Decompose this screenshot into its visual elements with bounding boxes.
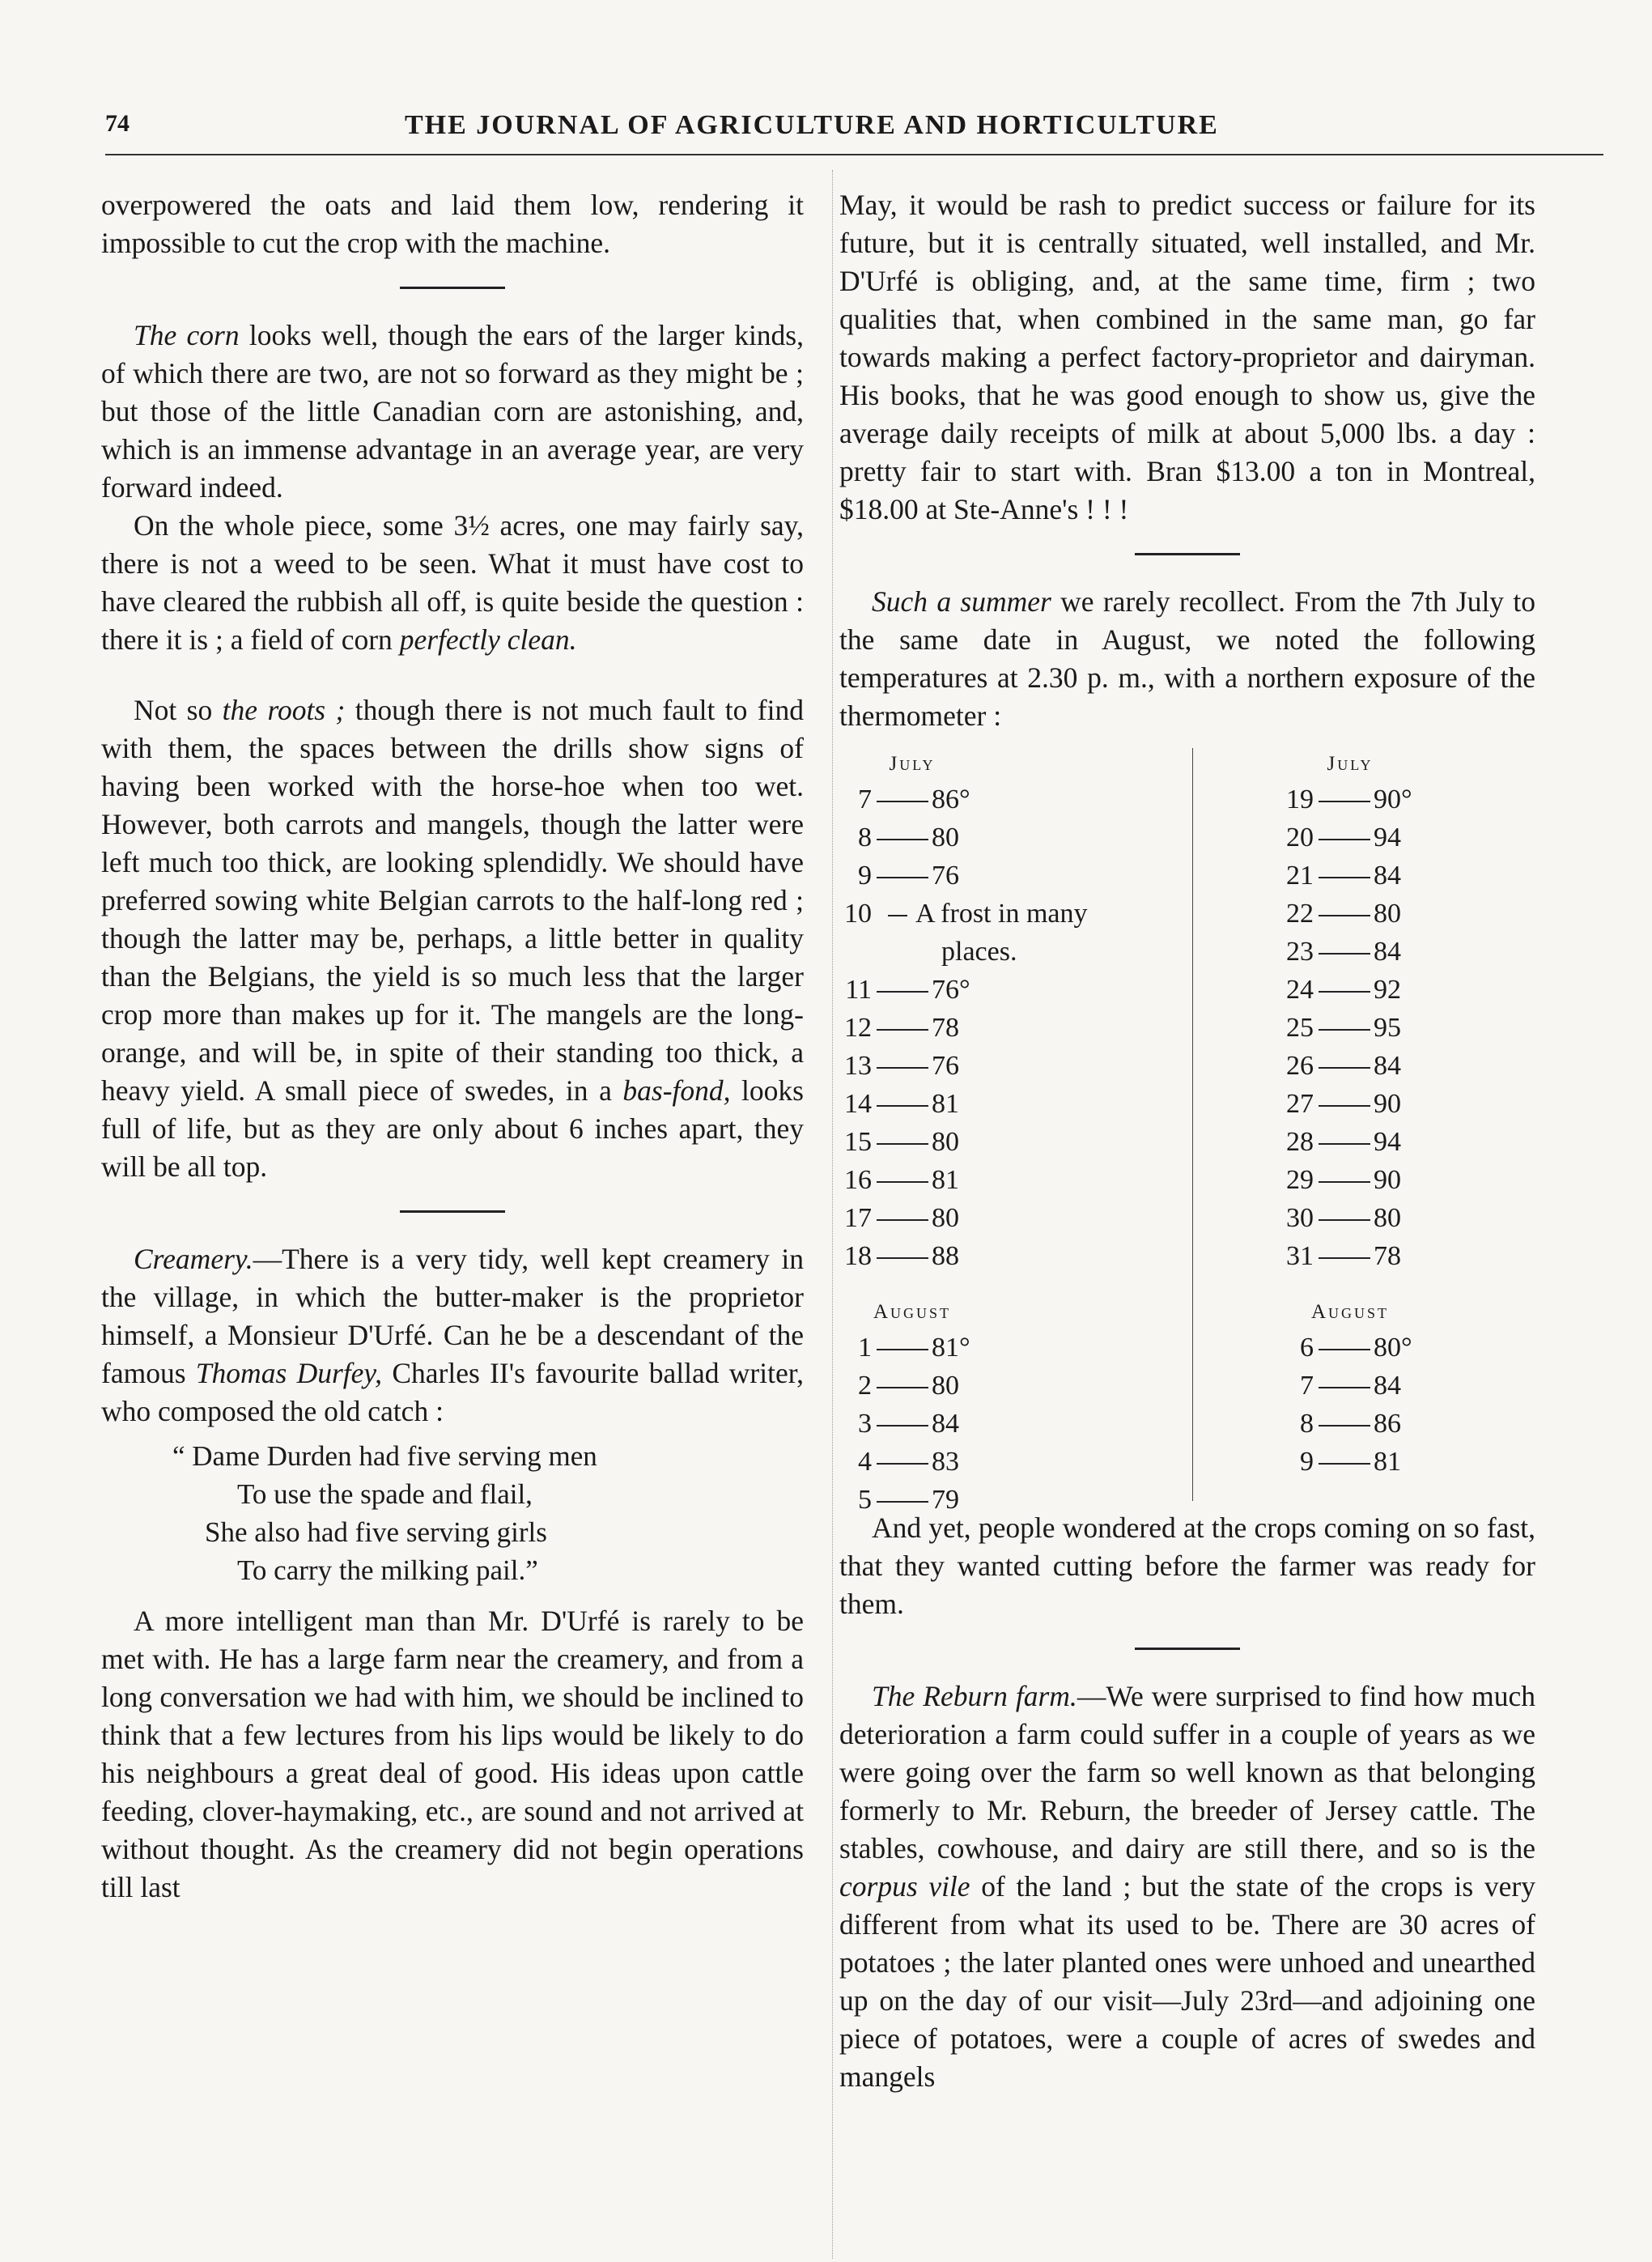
temperature-value: 79	[932, 1485, 959, 1515]
temperature-value: 80	[932, 1203, 959, 1233]
temperature-value: 92	[1374, 975, 1401, 1005]
temperature-value: 81	[1374, 1447, 1401, 1477]
day-number: 9	[858, 861, 872, 891]
temperature-value: 84	[1374, 937, 1401, 967]
dash-rule	[877, 1029, 928, 1031]
temperature-value: 80	[932, 1371, 959, 1401]
dash-rule	[877, 839, 928, 840]
temperature-row	[839, 780, 1179, 818]
section-rule	[400, 287, 505, 289]
temperature-value: A frost in many	[915, 899, 1088, 929]
paragraph-reburn-farm	[839, 1677, 1535, 2096]
day-number: 2	[858, 1371, 872, 1401]
temperature-value: 78	[932, 1013, 959, 1043]
day-number: 8	[1300, 1409, 1314, 1439]
left-column	[101, 186, 804, 1907]
dash-rule	[877, 1425, 928, 1427]
day-number: 31	[1286, 1241, 1314, 1271]
dash-rule	[877, 1219, 928, 1221]
whole-piece-emphasis: perfectly clean.	[399, 623, 577, 656]
temperature-row	[839, 1199, 1179, 1237]
dash-rule	[1319, 877, 1370, 878]
temperature-value: 83	[932, 1447, 959, 1477]
day-number: 15	[844, 1127, 872, 1157]
creamery-text-b: Charles II's favourite ballad writer, who composed the old catch :	[101, 1357, 804, 1427]
whole-piece-text: On the whole piece, some 3½ acres, one may fairly say, there is not a weed to be seen. What it must have cost to have cleared the rubbish all off, is quite beside the question : there it is ; a field of corn	[101, 509, 804, 656]
temperature-row	[839, 895, 1179, 933]
table-divider	[1192, 748, 1193, 1501]
dash-rule	[877, 991, 928, 993]
temperature-value: 76	[932, 861, 959, 891]
temperature-row	[1281, 1405, 1524, 1443]
temperature-value: 94	[1374, 1127, 1401, 1157]
right-column	[839, 186, 1535, 2096]
verse-line: “ Dame Durden had five serving men	[172, 1440, 597, 1472]
day-number: 22	[1286, 899, 1314, 929]
month-heading: August	[873, 1301, 952, 1323]
day-number: 9	[1300, 1447, 1314, 1477]
corn-lead: The corn	[134, 319, 240, 351]
paragraph-oats: overpowered the oats and laid them low, rendering it impossible to cut the crop with the machine.	[101, 189, 804, 259]
temperature-value: 81	[932, 1165, 959, 1195]
summer-text: we rarely recollect. From the 7th July to the same date in August, we noted the following temperatures at 2.30 p. m., with a northern exposure of the thermometer :	[839, 585, 1535, 732]
verse-line: She also had five serving girls	[205, 1516, 547, 1548]
verse-line: To carry the milking pail.”	[237, 1554, 538, 1586]
temperature-value: 84	[1374, 1051, 1401, 1081]
temperature-row	[1281, 1123, 1524, 1161]
dash-rule	[877, 1501, 928, 1503]
temperature-value: 76°	[932, 975, 970, 1005]
day-number: 14	[844, 1089, 872, 1119]
dash-rule	[877, 877, 928, 878]
day-number: 7	[858, 784, 872, 814]
dash-rule	[877, 1181, 928, 1183]
temperature-row	[839, 1329, 1179, 1367]
corpus-vile: corpus vile	[839, 1870, 970, 1903]
dash-rule	[1319, 1387, 1370, 1388]
dash-rule	[877, 1257, 928, 1259]
day-number: 23	[1286, 937, 1314, 967]
dash-rule	[1319, 1029, 1370, 1031]
dash-rule	[1319, 1143, 1370, 1145]
day-number: 20	[1286, 823, 1314, 853]
temperature-value: 80	[932, 823, 959, 853]
corn-text: looks well, though the ears of the larger kinds, of which there are two, are not so forward as they might be ; but those of the little Canadian corn are astonishing, and, which is an immense advantage in an average year, are very forward indeed.	[101, 319, 804, 504]
dash-rule	[877, 1387, 928, 1388]
temperature-value: 90	[1374, 1165, 1401, 1195]
day-number: 18	[844, 1241, 872, 1271]
day-number: 26	[1286, 1051, 1314, 1081]
temperature-column-left	[839, 748, 1179, 1519]
day-number: 16	[844, 1165, 872, 1195]
temperature-row	[839, 1123, 1179, 1161]
temperature-value: 80	[932, 1127, 959, 1157]
temperature-row	[1281, 1329, 1524, 1367]
dash-rule	[877, 1067, 928, 1069]
verse-catch	[101, 1437, 804, 1589]
day-number: 8	[858, 823, 872, 853]
summer-lead: Such a summer	[872, 585, 1051, 618]
temperature-row	[839, 1443, 1179, 1481]
day-number: 29	[1286, 1165, 1314, 1195]
temperature-column-right	[1281, 748, 1524, 1481]
dash-rule	[888, 915, 907, 916]
creamery-text-a: —There is a very tidy, well kept creamery in the village, in which the butter-maker is the proprietor himself, a Monsieur D'Urfé. Can he be a descendant of the famous	[101, 1243, 804, 1389]
august-right-rows	[1281, 1329, 1524, 1481]
dash-rule	[877, 801, 928, 802]
dash-rule	[1319, 953, 1370, 955]
day-number: 1	[858, 1333, 872, 1363]
temperature-value: 78	[1374, 1241, 1401, 1271]
temperature-value: 84	[1374, 1371, 1401, 1401]
thomas-durfey: Thomas Durfey,	[195, 1357, 383, 1389]
reburn-lead: The Reburn farm.	[872, 1680, 1077, 1712]
page-number: 74	[105, 110, 130, 137]
month-heading: July	[889, 753, 936, 775]
dash-rule	[1319, 991, 1370, 993]
running-head	[105, 110, 1603, 147]
temperature-row	[839, 1085, 1179, 1123]
temperature-value: 80	[1374, 1203, 1401, 1233]
temperature-row	[1281, 1199, 1524, 1237]
temperature-value: 88	[932, 1241, 959, 1271]
temperature-row	[839, 1367, 1179, 1405]
day-number: 25	[1286, 1013, 1314, 1043]
temperature-row	[1281, 895, 1524, 933]
july-left-rows	[839, 780, 1179, 1275]
day-number: 10	[844, 899, 872, 929]
dash-rule	[877, 1463, 928, 1465]
day-number: 4	[858, 1447, 872, 1477]
dash-rule	[877, 1143, 928, 1145]
temperature-row	[1281, 1161, 1524, 1199]
day-number: 12	[844, 1013, 872, 1043]
roots-text-c: looks full of life, but as they are only about 6 inches apart, they will be all top.	[101, 1074, 804, 1183]
temperature-row	[1281, 1367, 1524, 1405]
creamery-lead: Creamery.	[134, 1243, 253, 1275]
dash-rule	[1319, 915, 1370, 916]
temperature-value: 80	[1374, 899, 1401, 929]
temperature-row	[1281, 971, 1524, 1009]
temperature-row	[1281, 1237, 1524, 1275]
temperature-row	[1281, 1085, 1524, 1123]
month-heading: July	[1327, 753, 1374, 775]
temperature-row	[1281, 1047, 1524, 1085]
day-number: 17	[844, 1203, 872, 1233]
temperature-row	[839, 1009, 1179, 1047]
roots-text-a: Not so	[134, 694, 223, 726]
verse-line: To use the spade and flail,	[237, 1478, 533, 1510]
temperature-row	[839, 1481, 1179, 1519]
dash-rule	[1319, 1219, 1370, 1221]
dash-rule	[1319, 1349, 1370, 1350]
temperature-value: 90°	[1374, 784, 1412, 814]
temperature-row	[839, 971, 1179, 1009]
day-number: 27	[1286, 1089, 1314, 1119]
paragraph-whole-piece	[101, 507, 804, 659]
roots-text-b: though there is not much fault to find with them, the spaces between the drills show signs of having been worked with the horse-hoe when too wet. However, both carrots and mangels, though the latter were left much too thick, are looking splendidly. We should have preferred sowing white Belgian carrots to the half-long red ; though the latter may be, perhaps, a little better in quality than the Belgians, the yield is so much less that the larger crop more than makes up for it. The mangels are the long-orange, and will be, in spite of their standing too thick, a heavy yield. A small piece of swedes, in a	[101, 694, 804, 1107]
temperature-value: 90	[1374, 1089, 1401, 1119]
temperature-value: 95	[1374, 1013, 1401, 1043]
temperature-row	[839, 1047, 1179, 1085]
dash-rule	[1319, 801, 1370, 802]
paragraph-may: May, it would be rash to predict success or failure for its future, but it is centrally situated, well installed, and Mr. D'Urfé is obliging, and, at the same time, firm ; two qualities that, when combined in the same man, go far towards making a perfect factory-proprietor and dairyman. His books, that he was good enough to show us, give the average daily receipts of milk at about 5,000 lbs. a day : pretty fair to start with. Bran $13.00 a ton in Montreal, $18.00 at Ste-Anne's ! ! !	[839, 189, 1535, 525]
temperature-value: 84	[932, 1409, 959, 1439]
dash-rule	[1319, 1067, 1370, 1069]
dash-rule	[877, 1105, 928, 1107]
temperature-note-continuation: places.	[941, 937, 1017, 967]
dash-rule	[1319, 1105, 1370, 1107]
temperature-row	[1281, 857, 1524, 895]
temperature-value: 81°	[932, 1333, 970, 1363]
day-number: 11	[845, 975, 872, 1005]
paragraph-roots	[101, 691, 804, 1186]
temperature-value: 80°	[1374, 1333, 1412, 1363]
paragraph-intelligent-man: A more intelligent man than Mr. D'Urfé is rarely to be met with. He has a large farm near the creamery, and from a long conversation we had with him, we should be inclined to think that a few lectures from his lips would be likely to do his neighbours a great deal of good. His ideas upon cattle feeding, clover-haymaking, etc., are sound and not arrived at without thought. As the creamery did not begin operations till last	[101, 1605, 804, 1903]
day-number: 30	[1286, 1203, 1314, 1233]
august-left-rows	[839, 1329, 1179, 1519]
paragraph-corn	[101, 317, 804, 507]
header-rule	[105, 154, 1603, 155]
section-rule	[1135, 1648, 1240, 1650]
temperature-table	[839, 748, 1535, 1515]
journal-title: THE JOURNAL OF AGRICULTURE AND HORTICULTURE	[405, 110, 1219, 140]
temperature-value: 86°	[932, 784, 970, 814]
section-rule	[400, 1210, 505, 1213]
day-number: 3	[858, 1409, 872, 1439]
day-number: 24	[1286, 975, 1314, 1005]
temperature-value: 94	[1374, 823, 1401, 853]
paragraph-summer	[839, 583, 1535, 735]
day-number: 28	[1286, 1127, 1314, 1157]
temperature-value: 81	[932, 1089, 959, 1119]
day-number: 5	[858, 1485, 872, 1515]
temperature-row	[1281, 1443, 1524, 1481]
temperature-row	[839, 857, 1179, 895]
temperature-row	[839, 1161, 1179, 1199]
temperature-row	[839, 1237, 1179, 1275]
temperature-row	[1281, 1009, 1524, 1047]
day-number: 13	[844, 1051, 872, 1081]
temperature-value: 86	[1374, 1409, 1401, 1439]
temperature-row	[839, 1405, 1179, 1443]
temperature-row	[839, 818, 1179, 857]
temperature-row	[1281, 818, 1524, 857]
dash-rule	[1319, 839, 1370, 840]
july-right-rows	[1281, 780, 1524, 1275]
temperature-row	[1281, 933, 1524, 971]
temperature-value: 76	[932, 1051, 959, 1081]
dash-rule	[1319, 1181, 1370, 1183]
reburn-text-b: of the land ; but the state of the crops is very different from what its used to be. There are 30 acres of potatoes ; the later planted ones were unhoed and unearthed up on the day of our visit—July 23rd—and adjoining one piece of potatoes, were a couple of acres of swedes and mangels	[839, 1870, 1535, 2093]
reburn-text-a: —We were surprised to find how much deterioration a farm could suffer in a couple of years as we were going over the farm so well known as that belonging formerly to Mr. Reburn, the breeder of Jersey cattle. The stables, cowhouse, and dairy are still there, and so is the	[839, 1680, 1535, 1864]
column-divider	[832, 170, 833, 2259]
temperature-value: 84	[1374, 861, 1401, 891]
month-heading: August	[1310, 1301, 1390, 1323]
dash-rule	[1319, 1425, 1370, 1427]
day-number: 7	[1300, 1371, 1314, 1401]
section-rule	[1135, 553, 1240, 555]
day-number: 19	[1286, 784, 1314, 814]
paragraph-crops-fast: And yet, people wondered at the crops coming on so fast, that they wanted cutting before the farmer was ready for them.	[839, 1512, 1535, 1620]
paragraph-creamery	[101, 1240, 804, 1431]
spacer	[101, 659, 804, 691]
roots-lead: the roots ;	[222, 694, 346, 726]
dash-rule	[1319, 1463, 1370, 1465]
dash-rule	[877, 1349, 928, 1350]
day-number: 21	[1286, 861, 1314, 891]
roots-bas-fond: bas-fond,	[622, 1074, 731, 1107]
temperature-row	[1281, 780, 1524, 818]
day-number: 6	[1300, 1333, 1314, 1363]
dash-rule	[1319, 1257, 1370, 1259]
